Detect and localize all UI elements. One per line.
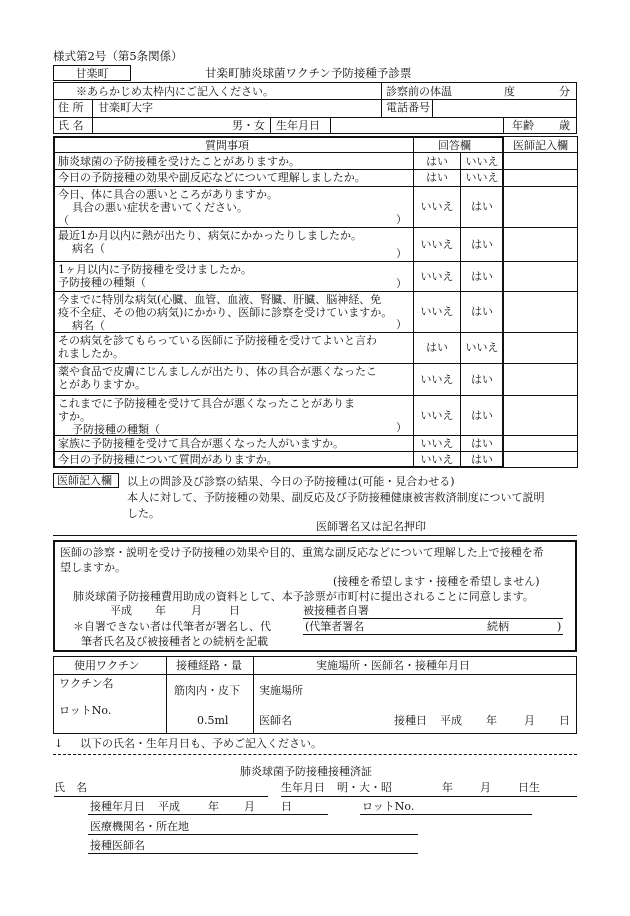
question-text: 薬や食品で皮膚にじんましんが出たり、体の具合が悪くなったこ <box>58 365 377 378</box>
vaccine-name[interactable]: ワクチン名 <box>59 677 114 690</box>
question-text: 今日、体に具合の悪いところがありますか。 <box>58 188 278 201</box>
answer-option-1[interactable]: いいえ <box>420 453 454 466</box>
question-subtext[interactable]: すか。 <box>58 410 91 423</box>
question-subtext[interactable]: 予防接種の種類（ <box>72 423 160 436</box>
vaccine-header: 使用ワクチン <box>74 659 140 672</box>
place-header: 実施場所・医師名・接種年月日 <box>316 659 470 672</box>
question-subtext[interactable]: 予防接種の種類（ <box>58 276 146 289</box>
answer-option-2[interactable]: はい <box>471 238 493 251</box>
sex-options[interactable]: 男・女 <box>232 119 265 132</box>
temperature-min: 分 <box>559 85 570 98</box>
town-box <box>53 65 131 81</box>
consent-line3: 肺炎球菌予防接種費用助成の資料として、本予診票が市町村に提出されることに同意します。 <box>73 590 534 603</box>
vacc-month: 月 <box>524 714 535 727</box>
proxy-note-1: ＊自署できない者は代筆者が署名し、代 <box>73 620 271 633</box>
doctor-label-box <box>53 473 119 488</box>
cert-vacc-day: 日 <box>281 800 292 813</box>
question-subtext[interactable]: （ <box>58 214 69 227</box>
answer-option-1[interactable]: いいえ <box>420 270 454 283</box>
birth-label: 生年月日 <box>276 119 320 132</box>
answer-option-1[interactable]: いいえ <box>420 200 454 213</box>
question-close-paren: ） <box>396 318 407 331</box>
vaccine-table <box>53 656 577 734</box>
vacc-day: 日 <box>559 714 570 727</box>
question-text: これまでに予防接種を受けて具合が悪くなったことがありま <box>58 397 355 410</box>
applicant-info-box <box>53 82 577 134</box>
answer-option-2[interactable]: いいえ <box>465 171 499 184</box>
question-subtext[interactable]: 病名（ <box>72 242 105 255</box>
answer-option-2[interactable]: いいえ <box>465 155 499 168</box>
answer-option-1[interactable]: はい <box>426 155 448 168</box>
answer-option-2[interactable]: はい <box>471 409 493 422</box>
question-subtext[interactable]: 疫不全症、その他の病気)にかかり、医師に診察を受けていますか。 <box>58 306 393 319</box>
answer-option-1[interactable]: いいえ <box>420 238 454 251</box>
question-text: 今までに特別な病気(心臓、血管、血液、腎臓、肝臓、脳神経、免 <box>58 293 382 306</box>
answer-option-2[interactable]: はい <box>471 270 493 283</box>
question-text: 今日の予防接種の効果や副反応などについて理解しましたか。 <box>58 171 366 184</box>
consent-year: 年 <box>155 604 166 617</box>
question-subtext[interactable]: 具合の悪い症状を書いてください。 <box>72 201 248 214</box>
temperature-deg[interactable]: 度 <box>504 85 515 98</box>
cert-lot[interactable]: ロットNo. <box>362 800 415 813</box>
question-subtext[interactable]: 病名（ <box>72 319 105 332</box>
question-close-paren: ） <box>396 421 407 434</box>
place-label[interactable]: 実施場所 <box>259 684 303 697</box>
vacc-date-label: 接種日 <box>394 714 427 727</box>
cert-birth-label: 生年月日 <box>281 781 325 794</box>
answer-option-1[interactable]: はい <box>426 171 448 184</box>
answer-option-1[interactable]: はい <box>426 341 448 354</box>
header-question: 質問事項 <box>205 139 249 152</box>
question-subtext: とがありますか。 <box>58 378 146 391</box>
question-close-paren: ） <box>396 277 407 290</box>
answer-option-1[interactable]: いいえ <box>420 373 454 386</box>
pre-fill-note: ※あらかじめ太枠内にご記入ください。 <box>76 85 274 98</box>
town-label: 甘楽町 <box>75 67 109 80</box>
answer-option-2[interactable]: いいえ <box>465 341 499 354</box>
doctor-name-label[interactable]: 医師名 <box>259 714 292 727</box>
temperature-label: 診察前の体温 <box>386 85 452 98</box>
cert-eras[interactable]: 明・大・昭 <box>337 781 392 794</box>
address-value[interactable]: 甘楽町大字 <box>98 101 153 114</box>
form-number: 様式第2号（第5条関係） <box>53 49 183 63</box>
header-answer: 回答欄 <box>438 139 471 152</box>
answer-option-2[interactable]: はい <box>471 200 493 213</box>
address-label: 住 所 <box>58 101 84 114</box>
consent-box <box>53 540 577 652</box>
question-text: 家族に予防接種を受けて具合が悪くなった人がいますか。 <box>58 437 344 450</box>
question-close-paren: ） <box>396 247 407 260</box>
age-unit: 歳 <box>559 119 570 132</box>
question-close-paren: ） <box>396 213 407 226</box>
question-text: 1ヶ月以内に予防接種を受けましたか。 <box>58 263 252 276</box>
consent-choice[interactable]: (接種を希望します・接種を希望しません) <box>333 575 540 588</box>
signer-label: 被接種者自署 <box>303 604 369 617</box>
consent-line2: 望しますか。 <box>60 561 126 574</box>
proxy-close: ) <box>557 620 562 633</box>
doctor-label: 医師記入欄 <box>57 474 112 487</box>
consent-line1: 医師の診察・説明を受け予防接種の効果や目的、重篤な副反応などについて理解した上で接種を希 <box>60 546 544 559</box>
question-text: 最近1か月以内に熱が出たり、病気にかかったりしましたか。 <box>58 229 362 242</box>
answer-option-1[interactable]: いいえ <box>420 409 454 422</box>
cert-vacc-month: 月 <box>244 800 255 813</box>
proxy-sign[interactable]: (代筆者署名 <box>305 620 365 633</box>
cert-era: 平成 <box>158 800 180 813</box>
proxy-relation: 続柄 <box>487 620 509 633</box>
cert-month: 月 <box>480 781 491 794</box>
vacc-era: 平成 <box>440 714 462 727</box>
cert-doctor[interactable]: 接種医師名 <box>90 839 145 852</box>
doctor-line1: 以上の問診及び診察の結果、今日の予防接種は(可能・見合わせる) <box>127 475 455 488</box>
cut-line <box>53 754 577 755</box>
question-text: 今日の予防接種について質問がありますか。 <box>58 453 278 466</box>
prefill-note: 以下の氏名・生年月日も、予めご記入ください。 <box>80 737 322 750</box>
form-title: 甘楽町肺炎球菌ワクチン予防接種予診票 <box>205 66 412 80</box>
question-text: 肺炎球菌の予防接種を受けたことがありますか。 <box>58 155 300 168</box>
route-value[interactable]: 筋肉内・皮下 <box>174 684 240 697</box>
answer-option-2[interactable]: はい <box>471 305 493 318</box>
dose-value: 0.5ml <box>197 714 229 727</box>
answer-option-2[interactable]: はい <box>471 453 493 466</box>
doctor-line3: した。 <box>127 507 160 520</box>
doctor-line2: 本人に対して、予防接種の効果、副反応及び予防接種健康被害救済制度について説明 <box>127 491 545 504</box>
answer-option-1[interactable]: いいえ <box>420 305 454 318</box>
lot-number[interactable]: ロットNo. <box>59 704 112 717</box>
cert-year: 年 <box>442 781 453 794</box>
down-arrow-icon: ↓ <box>54 737 64 750</box>
cert-vacc-year: 年 <box>208 800 219 813</box>
cert-birth-day: 日生 <box>518 781 540 794</box>
proxy-note-2: 筆者氏名及び被接種者との続柄を記載 <box>81 635 268 648</box>
answer-option-2[interactable]: はい <box>471 437 493 450</box>
answer-option-2[interactable]: はい <box>471 373 493 386</box>
route-header: 接種経路・量 <box>176 659 242 672</box>
question-subtext: れましたか。 <box>58 347 124 360</box>
answer-option-1[interactable]: いいえ <box>420 437 454 450</box>
cert-name-label[interactable]: 氏 名 <box>54 781 87 794</box>
cert-institution[interactable]: 医療機関名・所在地 <box>90 820 189 833</box>
phone-label: 電話番号 <box>386 101 430 114</box>
doctor-signature[interactable]: 医師署名又は記名押印 <box>316 520 426 533</box>
vacc-year: 年 <box>486 714 497 727</box>
question-text: その病気を診てもらっている医師に予防接種を受けてよいと言わ <box>58 334 377 347</box>
cert-vacc-date-label: 接種年月日 <box>90 800 145 813</box>
consent-era: 平成 <box>110 604 132 617</box>
header-doctor: 医師記入欄 <box>513 139 568 152</box>
consent-month: 月 <box>191 604 202 617</box>
certificate-title: 肺炎球菌予防接種接種済証 <box>240 765 372 778</box>
name-label: 氏 名 <box>58 119 84 132</box>
consent-day: 日 <box>229 604 240 617</box>
age-label: 年齢 <box>512 119 534 132</box>
